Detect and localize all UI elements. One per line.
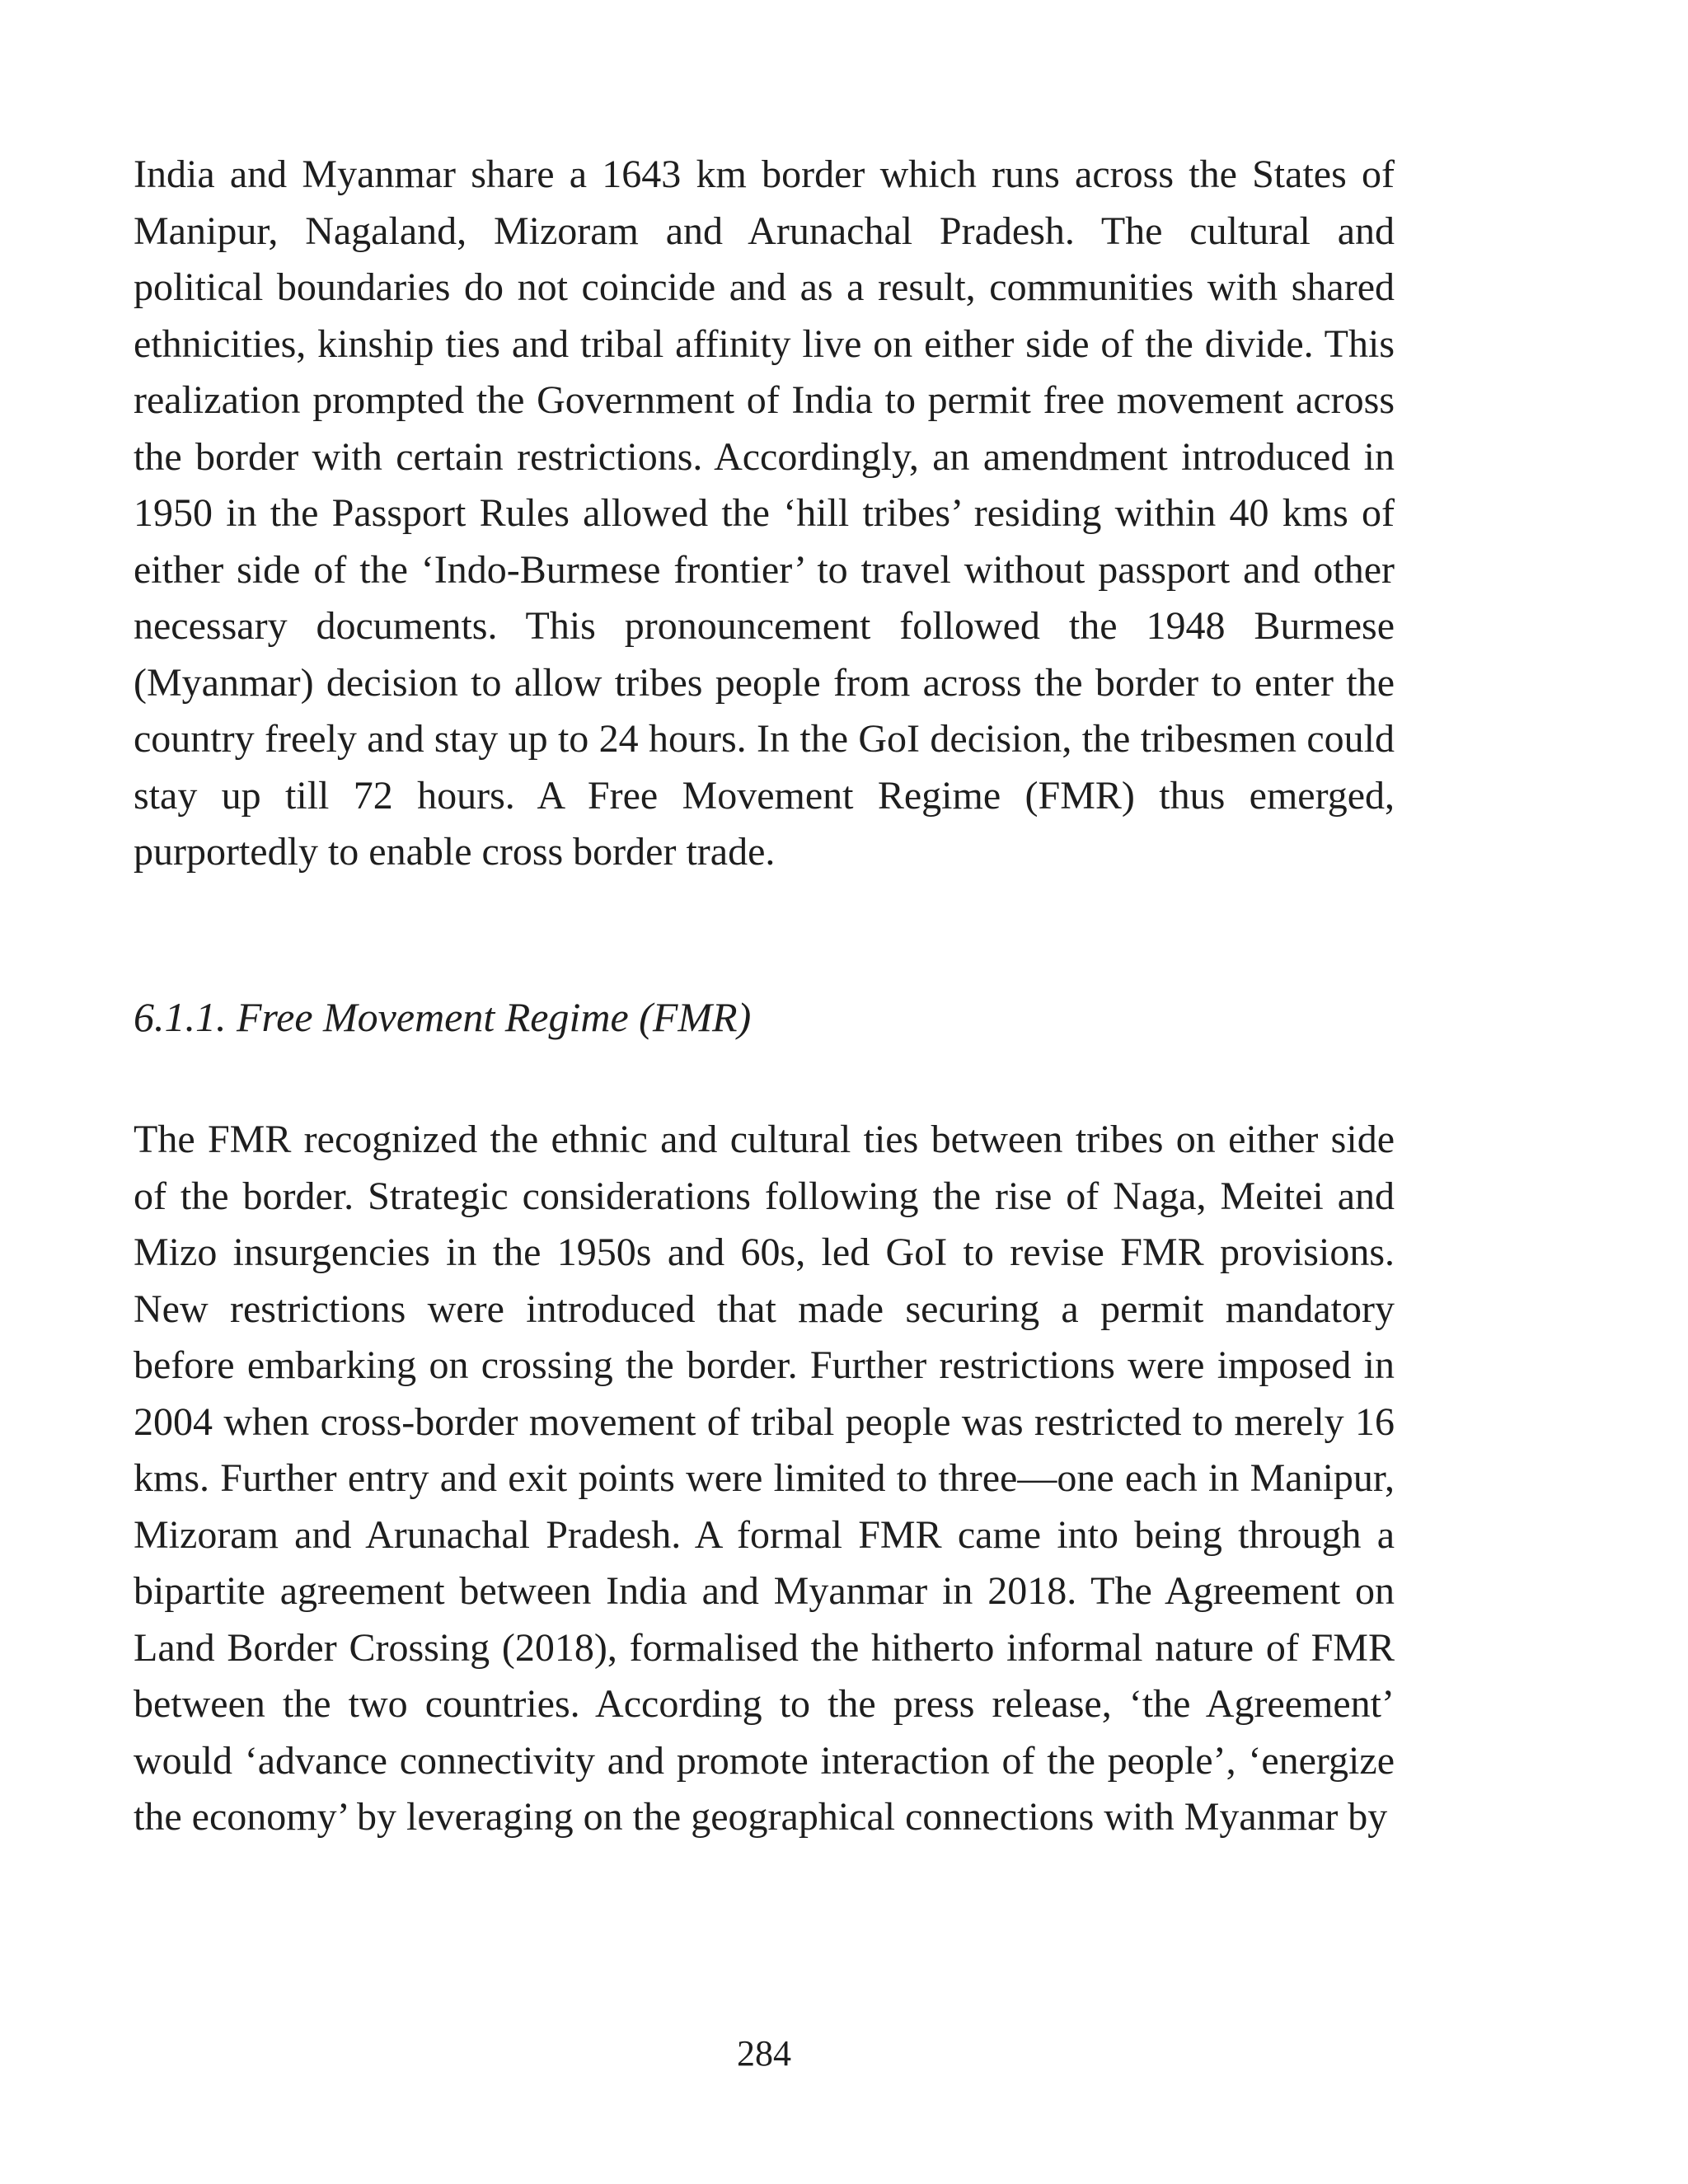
body-paragraph-intro: India and Myanmar share a 1643 km border which runs across the States of Manipur, Nagaland, Mizoram and Arunachal Pradesh. The cultural and political boundaries do not coincide and as a result, communities with shared ethnicities, kinship ties and tribal affinity live on either side of the divide. This realization prompted the Government of India to permit free movement across the border with certain restrictions. Accordingly, an amendment introduced in 1950 in the Passport Rules allowed the ‘hill tribes’ residing within 40 kms of either side of the ‘Indo-Burmese frontier’ to travel without passport and other necessary documents. This pronouncement followed the 1948 Burmese (Myanmar) decision to allow tribes people from across the border to enter the country freely and stay up to 24 hours. In the GoI decision, the tribesmen could stay up till 72 hours. A Free Movement Regime (FMR) thus emerged, purportedly to enable cross border trade.: [134, 152, 1395, 874]
section-heading: 6.1.1. Free Movement Regime (FMR): [134, 994, 752, 1040]
body-paragraph-fmr: The FMR recognized the ethnic and cultural ties between tribes on either side of the border. Strategic considerations following the rise of Naga, Meitei and Mizo insurgencies in the 1950s and 60s, led GoI to revise FMR provisions. New restrictions were introduced that made securing a permit mandatory before embarking on crossing the border. Further restrictions were imposed in 2004 when cross-border movement of tribal people was restricted to merely 16 kms. Further entry and exit points were limited to three—one each in Manipur, Mizoram and Arunachal Pradesh. A formal FMR came into being through a bipartite agreement between India and Myanmar in 2018. The Agreement on Land Border Crossing (2018), formalised the hitherto informal nature of FMR between the two countries. According to the press release, ‘the Agreement’ would ‘advance connectivity and promote interaction of the people’, ‘energize the economy’ by leveraging on the geographical connections with Myanmar by: [134, 1118, 1395, 1839]
page-number: 284: [737, 2033, 791, 2074]
